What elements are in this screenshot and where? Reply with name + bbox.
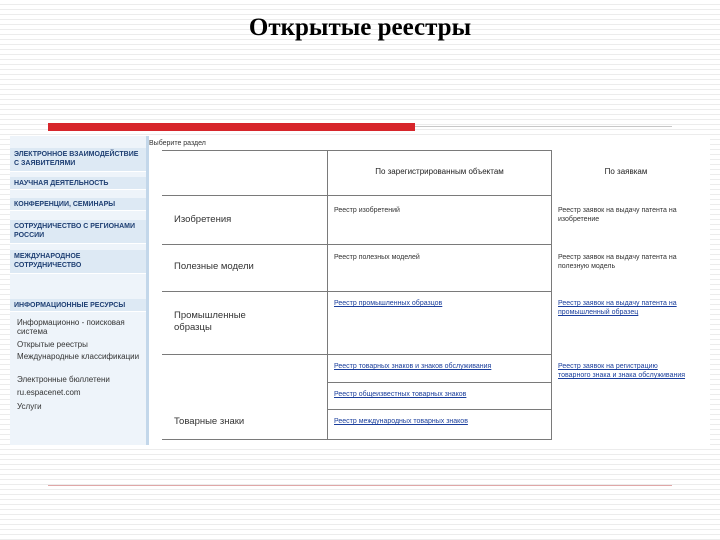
sidebar-link-classifications[interactable]: Международные классификации: [17, 352, 140, 361]
sidebar-item-regions[interactable]: СОТРУДНИЧЕСТВО С РЕГИОНАМИ РОССИИ: [10, 220, 146, 244]
sidebar-link-bulletins[interactable]: Электронные бюллетени: [17, 375, 110, 384]
grid-line: [162, 244, 551, 245]
sidebar: [10, 136, 149, 445]
sidebar-link-services[interactable]: Услуги: [17, 402, 42, 411]
top-accent-bar: [48, 123, 415, 131]
utility-models-requests-text: Реестр заявок на выдачу патента на полезную модель: [558, 254, 677, 270]
grid-line: [162, 354, 551, 355]
industrial-designs-register-link[interactable]: Реестр промышленных образцов: [334, 300, 443, 307]
slide-title: Открытые реестры: [248, 14, 472, 41]
grid-line: [162, 439, 551, 440]
sidebar-link-search-system[interactable]: Информационно - поисковая система: [17, 318, 125, 336]
registry-page-screenshot: [10, 136, 710, 445]
inventions-requests-text: Реестр заявок на выдачу патента на изобретение: [558, 207, 677, 223]
inventions-register-text: Реестр изобретений: [334, 207, 400, 214]
column-header-objects: По зарегистрированным объектам: [375, 167, 504, 176]
industrial-designs-requests-link[interactable]: Реестр заявок на выдачу патента на промышленный образец: [558, 300, 677, 316]
grid-line: [162, 195, 551, 196]
international-trademarks-link[interactable]: Реестр международных товарных знаков: [334, 418, 468, 425]
grid-line: [162, 150, 551, 151]
sidebar-item-science[interactable]: НАУЧНАЯ ДЕЯТЕЛЬНОСТЬ: [10, 177, 146, 190]
grid-line: [162, 291, 551, 292]
row-label-inventions: Изобретения: [174, 214, 232, 225]
choose-section-label: Выберите раздел: [149, 140, 206, 147]
grid-line: [327, 382, 551, 383]
sidebar-item-international[interactable]: МЕЖДУНАРОДНОЕ СОТРУДНИЧЕСТВО: [10, 250, 146, 274]
row-label-utility-models: Полезные модели: [174, 261, 254, 272]
utility-models-register-text: Реестр полезных моделей: [334, 254, 420, 261]
well-known-trademarks-link[interactable]: Реестр общеизвестных товарных знаков: [334, 391, 467, 398]
trademarks-register-link[interactable]: Реестр товарных знаков и знаков обслуживания: [334, 363, 492, 370]
sidebar-link-open-registers[interactable]: Открытые реестры: [17, 340, 88, 349]
grid-line: [551, 150, 552, 440]
sidebar-link-espacenet[interactable]: ru.espacenet.com: [17, 388, 81, 397]
row-label-industrial-designs: Промышленные образцы: [174, 310, 246, 333]
bottom-divider: [48, 485, 672, 486]
grid-line: [327, 150, 328, 440]
sidebar-item-electronic-interaction[interactable]: ЭЛЕКТРОННОЕ ВЗАИМОДЕЙСТВИЕ С ЗАЯВИТЕЛЯМИ: [10, 148, 146, 172]
column-header-requests: По заявкам: [604, 167, 648, 176]
row-label-trademarks: Товарные знаки: [174, 416, 245, 427]
sidebar-item-info-resources[interactable]: ИНФОРМАЦИОННЫЕ РЕСУРСЫ: [10, 299, 146, 312]
grid-line: [327, 409, 551, 410]
sidebar-item-conferences[interactable]: КОНФЕРЕНЦИИ, СЕМИНАРЫ: [10, 198, 146, 211]
trademarks-requests-link[interactable]: Реестр заявок на регистрацию товарного знака и знака обслуживания: [558, 363, 686, 379]
